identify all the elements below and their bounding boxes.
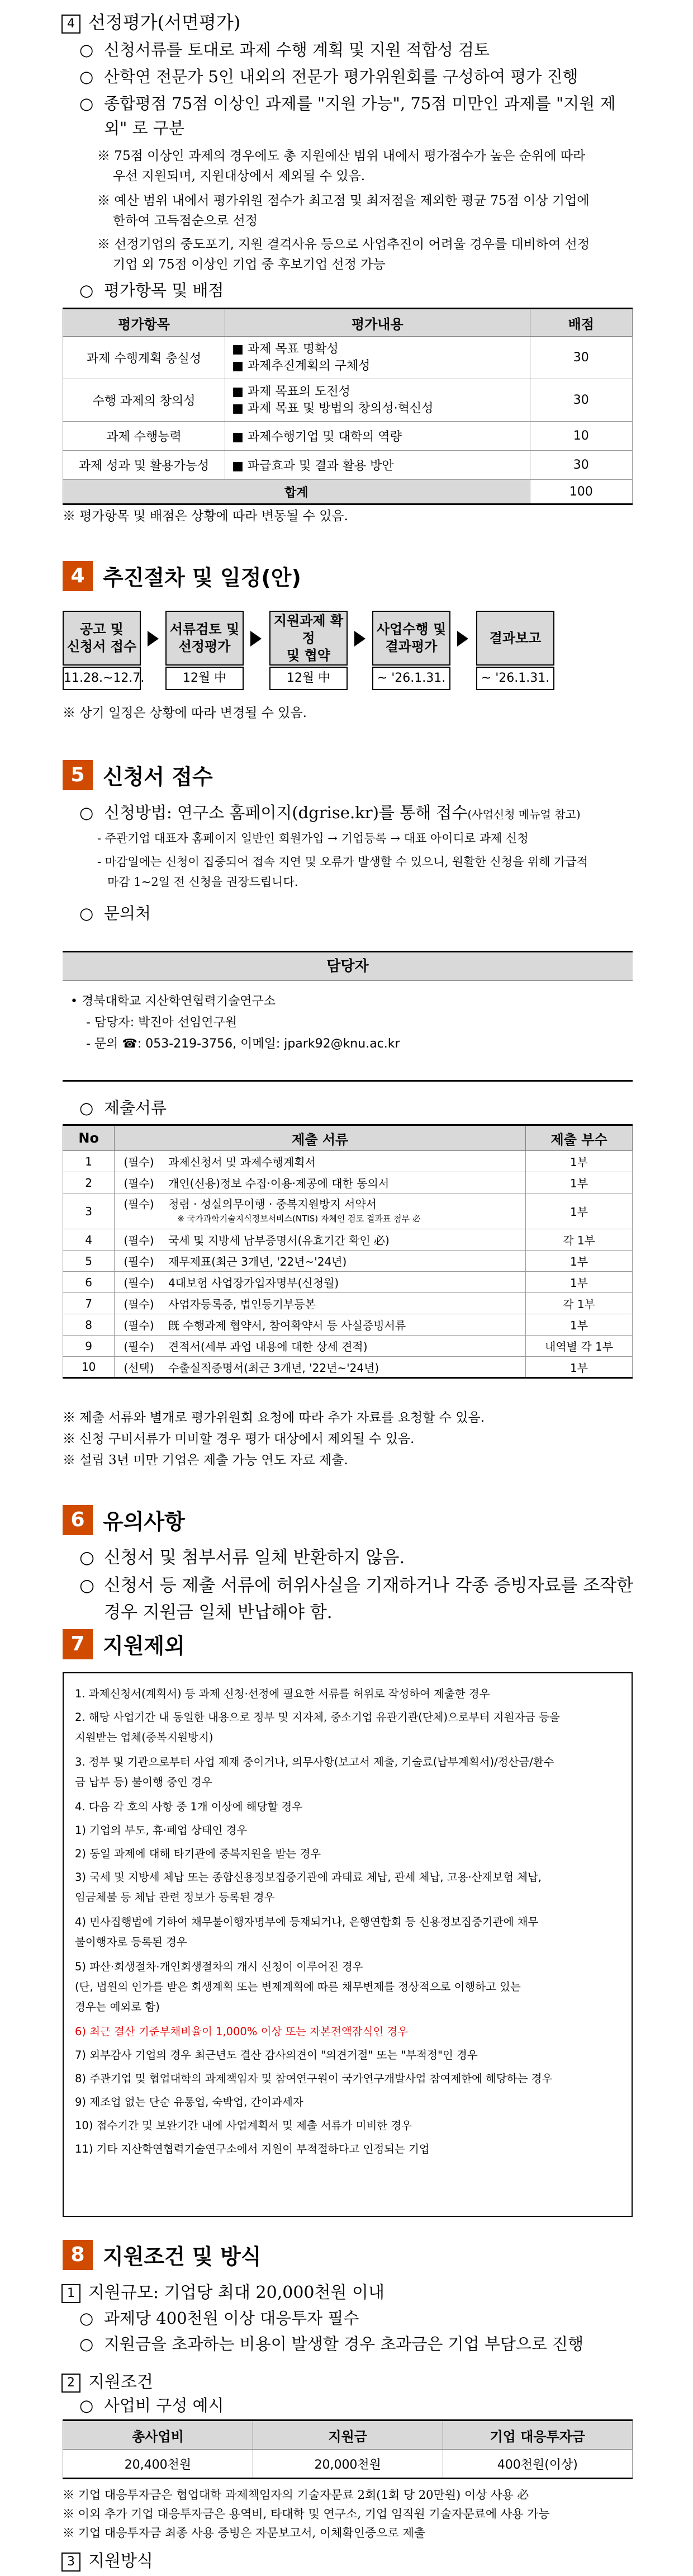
flow-date-1: 11.28.~12.7. xyxy=(63,667,141,690)
support-scale-item: ○ 과제당 400천원 이상 대응투자 필수 xyxy=(79,2309,359,2328)
exclusion-line: 1. 과제신청서(계획서) 등 과제 신청·선정에 필요한 서류를 허위로 작성하여 제출한 경우 xyxy=(75,1687,490,1700)
exclusion-line: 임금체불 등 체납 관련 정보가 등록된 경우 xyxy=(75,1891,275,1904)
apply-method: ○ 신청방법: 연구소 홈페이지(dgrise.kr)를 통해 접수(사업신청 메뉴얼 참고) xyxy=(79,803,581,822)
section-heading-caution: 6 유의사항 xyxy=(63,1504,185,1536)
table-row: 9 (필수) 견적서(세부 과업 내용에 대한 상세 견적) 내역별 각 1부 xyxy=(63,1336,633,1357)
col-header: 지원금 xyxy=(253,2421,443,2450)
contact-table-body xyxy=(63,980,633,1082)
exclusion-line: 10) 접수기간 및 보완기간 내에 사업계획서 및 제출 서류가 미비한 경우 xyxy=(75,2119,412,2132)
table-row: 20,400천원 20,000천원 400천원(이상) xyxy=(63,2450,633,2479)
exclusion-line: 2. 해당 사업기간 내 동일한 내용으로 정부 및 지자체, 중소기업 유관기관(단체)으로부터 지원자금 등을 xyxy=(75,1711,560,1724)
arrow-right-icon xyxy=(148,631,159,647)
support-method: 3 지원방식 xyxy=(61,2550,153,2573)
eval-note: 한하여 고득점순으로 선정 xyxy=(113,214,258,228)
exclusion-line: 3. 정부 및 기관으로부터 사업 제재 중이거나, 의무사항(보고서 제출, 기술료(납부계획서)/정산금/환수 xyxy=(75,1756,554,1768)
eval-item-2: ○ 산학연 전문가 5인 내외의 전문가 평가위원회를 구성하여 평가 진행 xyxy=(79,67,578,86)
table-row: 3 (필수) 청렴 · 성실의무이행 · 중복지원방지 서약서 ※ 국가과학기술지식정보서비스(NTIS) 자체인 검토 결과표 첨부 必 1부 xyxy=(63,1193,633,1229)
exclusion-line: 8) 주관기업 및 협업대학의 과제책임자 및 참여연구원이 국가연구개발사업 참여제한에 해당하는 경우 xyxy=(75,2072,553,2085)
exclusion-line: 4) 민사집행법에 기하여 채무불이행자명부에 등재되거나, 은행연합회 등 신용정보집중기관에 채무 xyxy=(75,1916,539,1928)
apply-sub: 마감 1~2일 전 신청을 권장드립니다. xyxy=(107,875,298,889)
exclusion-box xyxy=(63,1672,633,2217)
caution-item-2: ○ 신청서 등 제출 서류에 허위사실을 기재하거나 각종 증빙자료를 조작한 xyxy=(79,1575,634,1596)
docs-note: ※ 제출 서류와 별개로 평가위원회 요청에 따라 추가 자료를 요청할 수 있음. xyxy=(63,1410,485,1425)
budget-example-label: ○ 사업비 구성 예시 xyxy=(79,2396,224,2415)
eval-note: ※ 선정기업의 중도포기, 지원 결격사유 등으로 사업추진이 어려울 경우를 대비하여 선정 xyxy=(97,237,590,252)
table-row: 수행 과제의 창의성 ■ 과제 목표의 도전성 ■ 과제 목표 및 방법의 창의성·혁신성 30 xyxy=(63,379,633,422)
exclusion-line: 금 납부 등) 불이행 중인 경우 xyxy=(75,1776,212,1789)
table-row: 8 (필수) 旣 수행과제 협약서, 참여확약서 등 사실증빙서류 1부 xyxy=(63,1314,633,1336)
exclusion-line: 4. 다음 각 호의 사항 중 1개 이상에 해당할 경우 xyxy=(75,1800,303,1813)
exclusion-line: 경우는 예외로 함) xyxy=(75,2001,160,2013)
eval-item-1: ○ 신청서류를 토대로 과제 수행 계획 및 지원 적합성 검토 xyxy=(79,40,490,59)
flow-step-2: 서류검토 및 선정평가 xyxy=(165,611,244,666)
section-heading-apply: 5 신청서 접수 xyxy=(63,759,213,791)
col-header: 평가내용 xyxy=(225,309,530,337)
docs-note: ※ 설립 3년 미만 기업은 제출 가능 연도 자료 제출. xyxy=(63,1453,348,1468)
flow-step-1: 공고 및 신청서 접수 xyxy=(63,611,141,666)
table-row: 10 (선택) 수출실적증명서(최근 3개년, '22년~'24년) 1부 xyxy=(63,1357,633,1378)
eval-item-3-cont: 외" 로 구분 xyxy=(104,119,184,138)
flow-date-3: 12월 中 xyxy=(269,667,348,690)
exclusion-line: 11) 기타 지산학연협력기술연구소에서 지원이 부적절하다고 인정되는 기업 xyxy=(75,2143,430,2155)
contact-label: ○ 문의처 xyxy=(79,904,151,923)
exclusion-line: 3) 국세 및 지방세 체납 또는 종합신용정보집중기관에 과태료 체납, 관세 체납, 고용·산재보험 체납, xyxy=(75,1871,542,1884)
eval-note: 기업 외 75점 이상인 기업 중 후보기업 선정 가능 xyxy=(113,257,386,272)
col-header: No xyxy=(63,1125,115,1151)
table-total-row: 합계 100 xyxy=(63,480,633,504)
docs-label: ○ 제출서류 xyxy=(79,1098,167,1117)
arrow-right-icon xyxy=(250,631,262,647)
eval-footnote: ※ 평가항목 및 배점은 상황에 따라 변동될 수 있음. xyxy=(63,509,348,523)
eval-item-3: ○ 종합평점 75점 이상인 과제를 "지원 가능", 75점 미만인 과제를 "지원 제 xyxy=(79,94,616,113)
exclusion-line: 5) 파산·회생절차·개인회생절차의 개시 신청이 이루어진 경우 xyxy=(75,1960,363,1973)
col-header: 기업 대응투자금 xyxy=(443,2421,632,2450)
section-heading-exclusion: 7 지원제외 xyxy=(63,1629,185,1660)
contact-phone: - 문의 ☎: 053-219-3756, 이메일: jpark92@knu.ac.kr xyxy=(86,1037,400,1051)
section-heading-schedule: 4 추진절차 및 일정(안) xyxy=(63,560,301,592)
apply-sub: - 주관기업 대표자 홈페이지 일반인 회원가입 → 기업등록 → 대표 아이디로 과제 신청 xyxy=(97,832,529,845)
exclusion-line: (단, 법원의 인가를 받은 회생계획 또는 변제계획에 따른 채무변제를 정상적으로 이행하고 있는 xyxy=(75,1980,521,1993)
contact-person: - 담당자: 박진아 선임연구원 xyxy=(86,1016,238,1030)
exclusion-line: 불이행자로 등록된 경우 xyxy=(75,1936,187,1948)
table-row: 2 (필수) 개인(신용)정보 수집·이용·제공에 대한 동의서 1부 xyxy=(63,1172,633,1193)
arrow-right-icon xyxy=(457,631,468,647)
table-row: 4 (필수) 국세 및 지방세 납부증명서(유효기간 확인 必) 각 1부 xyxy=(63,1229,633,1251)
flow-date-4: ~ '26.1.31. xyxy=(372,667,450,690)
eval-note: ※ 예산 범위 내에서 평가위원 점수가 최고점 및 최저점을 제외한 평균 75점 이상 기업에 xyxy=(97,194,590,208)
caution-item-1: ○ 신청서 및 첨부서류 일체 반환하지 않음. xyxy=(79,1548,405,1568)
flow-date-2: 12월 中 xyxy=(165,667,244,690)
contact-table-header: 담당자 xyxy=(63,951,633,981)
table-row: 5 (필수) 재무제표(최근 3개년, '22년~'24년) 1부 xyxy=(63,1251,633,1272)
eval-heading: 4 선정평가(서면평가) xyxy=(61,11,240,34)
exclusion-line: 1) 기업의 부도, 휴·폐업 상태인 경우 xyxy=(75,1824,248,1837)
eval-note: 우선 지원되며, 지원대상에서 제외될 수 있음. xyxy=(113,169,366,183)
table-row: 과제 수행능력 ■ 과제수행기업 및 대학의 역량 10 xyxy=(63,422,633,451)
col-header: 배점 xyxy=(530,309,633,337)
exclusion-line: 9) 제조업 없는 단순 유통업, 숙박업, 간이과세자 xyxy=(75,2096,303,2108)
section-heading-support: 8 지원조건 및 방식 xyxy=(63,2239,261,2271)
col-header: 평가항목 xyxy=(63,309,225,337)
docs-table xyxy=(63,1124,633,1379)
budget-table xyxy=(63,2419,633,2479)
support-note: ※ 기업 대응투자금은 협업대학 과제책임자의 기술자문료 2회(1회 당 20만원) 이상 사용 必 xyxy=(63,2488,529,2502)
support-note: ※ 기업 대응투자금 최종 사용 증빙은 자문보고서, 이체확인증으로 제출 xyxy=(63,2526,426,2540)
criteria-label: ○ 평가항목 및 배점 xyxy=(79,281,224,300)
flow-step-3: 지원과제 확정 및 협약 xyxy=(269,611,348,666)
schedule-note: ※ 상기 일정은 상황에 따라 변경될 수 있음. xyxy=(63,706,307,720)
exclusion-line: 7) 외부감사 기업의 경우 최근년도 결산 감사의견이 "의견거절" 또는 "부적정"인 경우 xyxy=(75,2049,478,2061)
support-scale: 1 지원규모: 기업당 최대 20,000천원 이내 xyxy=(61,2282,385,2304)
eval-note: ※ 75점 이상인 과제의 경우에도 총 지원예산 범위 내에서 평가점수가 높은 순위에 따라 xyxy=(97,149,586,163)
exclusion-line: 2) 동일 과제에 대해 타기관에 중복지원을 받는 경우 xyxy=(75,1847,321,1860)
col-header: 제출 부수 xyxy=(526,1125,633,1151)
docs-note: ※ 신청 구비서류가 미비할 경우 평가 대상에서 제외될 수 있음. xyxy=(63,1432,415,1446)
table-row: 6 (필수) 4대보험 사업장가입자명부(신청월) 1부 xyxy=(63,1272,633,1293)
table-row: 과제 수행계획 충실성 ■ 과제 목표 명확성 ■ 과제추진계획의 구체성 30 xyxy=(63,337,633,379)
table-row: 1 (필수) 과제신청서 및 과제수행계획서 1부 xyxy=(63,1151,633,1172)
support-note: ※ 이외 추가 기업 대응투자금은 용역비, 타대학 및 연구소, 기업 임직원 기술자문료에 사용 가능 xyxy=(63,2507,550,2521)
exclusion-line-highlight: 6) 최근 결산 기준부채비율이 1,000% 이상 또는 자본전액잠식인 경우 xyxy=(75,2025,409,2038)
flow-date-5: ~ '26.1.31. xyxy=(476,667,554,690)
caution-item-2-cont: 경우 지원금 일체 반납해야 함. xyxy=(104,1602,333,1622)
flow-step-5: 결과보고 xyxy=(476,611,554,666)
apply-sub: - 마감일에는 신청이 집중되어 접속 지연 및 오류가 발생할 수 있으니, 원활한 신청을 위해 가급적 xyxy=(97,855,588,869)
eval-criteria-table xyxy=(63,308,633,505)
flow-step-4: 사업수행 및 결과평가 xyxy=(372,611,450,666)
arrow-right-icon xyxy=(354,631,366,647)
col-header: 총사업비 xyxy=(63,2421,253,2450)
support-condition: 2 지원조건 xyxy=(61,2371,153,2394)
table-row: 과제 성과 및 활용가능성 ■ 파급효과 및 결과 활용 방안 30 xyxy=(63,451,633,480)
table-row: 7 (필수) 사업자등록증, 법인등기부등본 각 1부 xyxy=(63,1293,633,1314)
exclusion-line: 지원받는 업체(중복지원방지) xyxy=(75,1731,213,1744)
col-header: 제출 서류 xyxy=(115,1125,526,1151)
support-scale-item: ○ 지원금을 초과하는 비용이 발생할 경우 초과금은 기업 부담으로 진행 xyxy=(79,2334,584,2353)
contact-org: • 경북대학교 지산학연협력기술연구소 xyxy=(70,994,276,1008)
